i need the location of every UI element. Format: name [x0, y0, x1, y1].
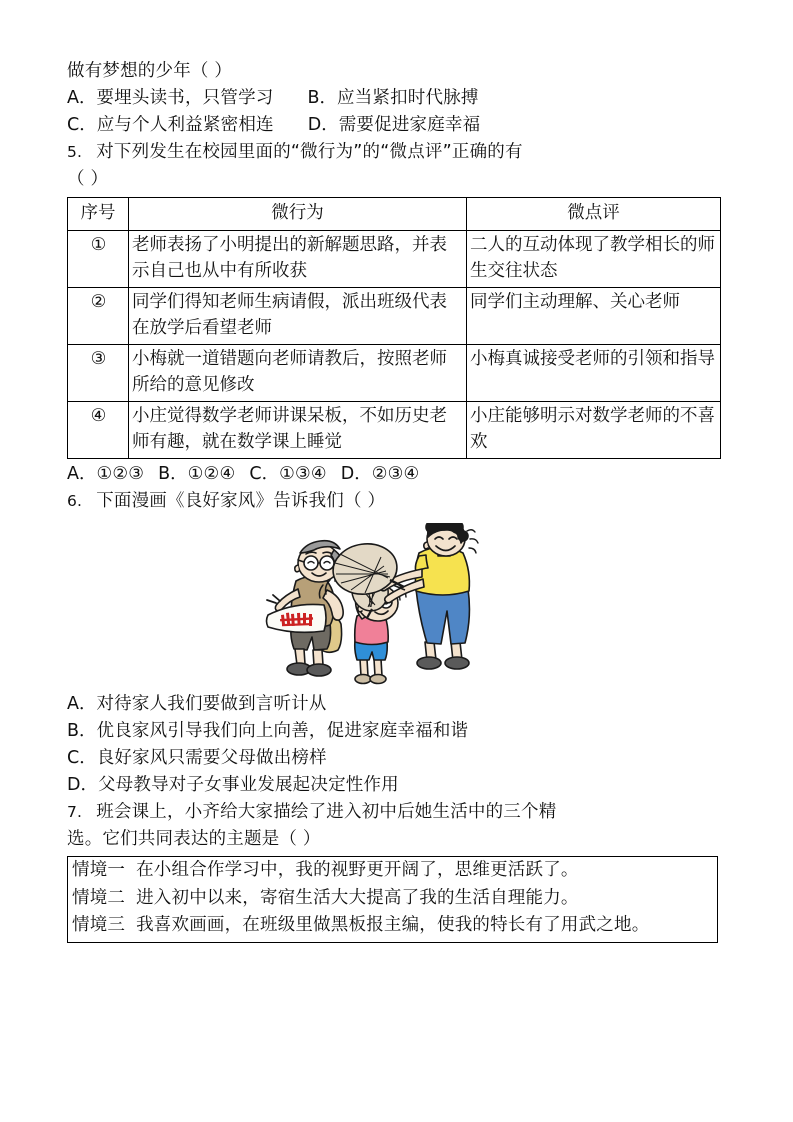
q4-option-d-label: D．	[307, 115, 339, 135]
row-comment: 小庄能够明示对数学老师的不喜欢	[467, 402, 721, 459]
q7-stem-line-2: 选。它们共同表达的主题是（ ）	[67, 829, 321, 849]
q6-option-c	[67, 745, 725, 772]
table-header-behavior: 微行为	[129, 198, 467, 231]
situation-item	[72, 885, 714, 913]
q4-option-b-text: 应当紧扣时代脉搏	[337, 88, 479, 108]
q6-option-c-text: 良好家风只需要父母做出榜样	[96, 748, 327, 768]
q5-answer-c-label: C．	[249, 464, 280, 484]
q5-table	[67, 197, 721, 459]
q7-situations-box	[67, 856, 718, 943]
q6-option-a	[67, 691, 725, 718]
q4-option-a-text: 要埋头读书，只管学习	[96, 88, 274, 108]
q5-stem-text-1: 对下列发生在校园里面的“微行为”的“微点评”正确的有	[96, 142, 523, 162]
q5-answer-a-text: ①②③	[96, 464, 145, 484]
q5-stem-line-1	[67, 139, 725, 166]
table-header-row	[68, 198, 721, 231]
q6-option-d-text: 父母教导对子女事业发展起决定性作用	[97, 775, 399, 795]
q6-option-b	[67, 718, 725, 745]
row-index: ④	[68, 402, 129, 459]
q6-stem-text: 下面漫画《良好家风》告诉我们（ ）	[96, 491, 386, 511]
situation-2-title: 情境二	[72, 887, 126, 908]
table-row	[68, 288, 721, 345]
q6-option-c-label: C．	[67, 748, 97, 768]
q4-option-b-label: B．	[307, 88, 337, 108]
situation-3-title: 情境三	[72, 915, 126, 935]
row-index: ①	[68, 231, 129, 288]
q5-stem-line-2: （ ）	[67, 169, 109, 189]
q5-answer-c-text: ①③④	[279, 464, 327, 484]
row-behavior: 小庄觉得数学老师讲课呆板，不如历史老师有趣，就在数学课上睡觉	[129, 402, 467, 459]
q4-option-row-2	[67, 112, 725, 139]
table-row	[68, 231, 721, 288]
situation-item	[72, 857, 714, 885]
q5-answer-row	[67, 461, 725, 488]
row-comment: 同学们主动理解、关心老师	[467, 288, 721, 345]
q6-number: 6.	[67, 492, 83, 510]
page-content	[67, 58, 725, 943]
q7-number: 7.	[67, 803, 83, 821]
situation-3-text: 我喜欢画画，在班级里做黑板报主编，使我的特长有了用武之地。	[136, 915, 650, 935]
situation-2-text: 进入初中以来，寄宿生活大大提高了我的生活自理能力。	[136, 887, 579, 908]
cartoon-container	[67, 523, 725, 691]
table-row	[68, 402, 721, 459]
q6-option-b-label: B．	[67, 721, 97, 741]
q5-answer-a-label: A．	[67, 464, 97, 484]
q6-option-a-text: 对待家人我们要做到言听计从	[96, 694, 327, 714]
q4-option-c-text: 应与个人利益紧密相连	[96, 115, 274, 135]
q4-option-c-label: C．	[67, 115, 97, 135]
row-behavior: 老师表扬了小明提出的新解题思路，并表示自己也从中有所收获	[129, 231, 467, 288]
q5-answer-b-label: B．	[158, 464, 188, 484]
row-comment: 二人的互动体现了教学相长的师生交往状态	[467, 231, 721, 288]
row-behavior: 小梅就一道错题向老师请教后，按照老师所给的意见修改	[129, 345, 467, 402]
q5-answer-d-label: D．	[340, 464, 372, 484]
intro-line: 做有梦想的少年（ ）	[67, 61, 233, 81]
q6-stem	[67, 488, 725, 515]
q6-option-d	[67, 772, 725, 799]
q7-stem-text-1: 班会课上，小齐给大家描绘了进入初中后她生活中的三个精	[96, 802, 557, 822]
table-row	[68, 345, 721, 402]
q6-option-d-label: D．	[67, 775, 98, 795]
q4-option-d-text: 需要促进家庭幸福	[338, 115, 481, 135]
row-comment: 小梅真诚接受老师的引领和指导	[467, 345, 721, 402]
situation-item	[72, 912, 714, 940]
table-header-comment: 微点评	[467, 198, 721, 231]
q5-answer-b-text: ①②④	[187, 464, 236, 484]
row-index: ③	[68, 345, 129, 402]
situation-1-text: 在小组合作学习中，我的视野更开阔了，思维更活跃了。	[136, 860, 579, 880]
row-index: ②	[68, 288, 129, 345]
situation-1-title: 情境一	[72, 860, 126, 880]
q6-option-a-label: A．	[67, 694, 97, 714]
row-behavior: 同学们得知老师生病请假，派出班级代表在放学后看望老师	[129, 288, 467, 345]
q5-number: 5.	[67, 143, 83, 161]
q4-option-row-1	[67, 85, 725, 112]
table-header-index: 序号	[68, 198, 129, 231]
q5-answer-d-text: ②③④	[371, 464, 420, 484]
q6-option-b-text: 优良家风引导我们向上向善，促进家庭幸福和谐	[96, 721, 469, 741]
q7-stem-line-1	[67, 799, 725, 826]
family-virtue-cartoon-icon	[262, 523, 490, 688]
q4-option-a-label: A．	[67, 88, 97, 108]
